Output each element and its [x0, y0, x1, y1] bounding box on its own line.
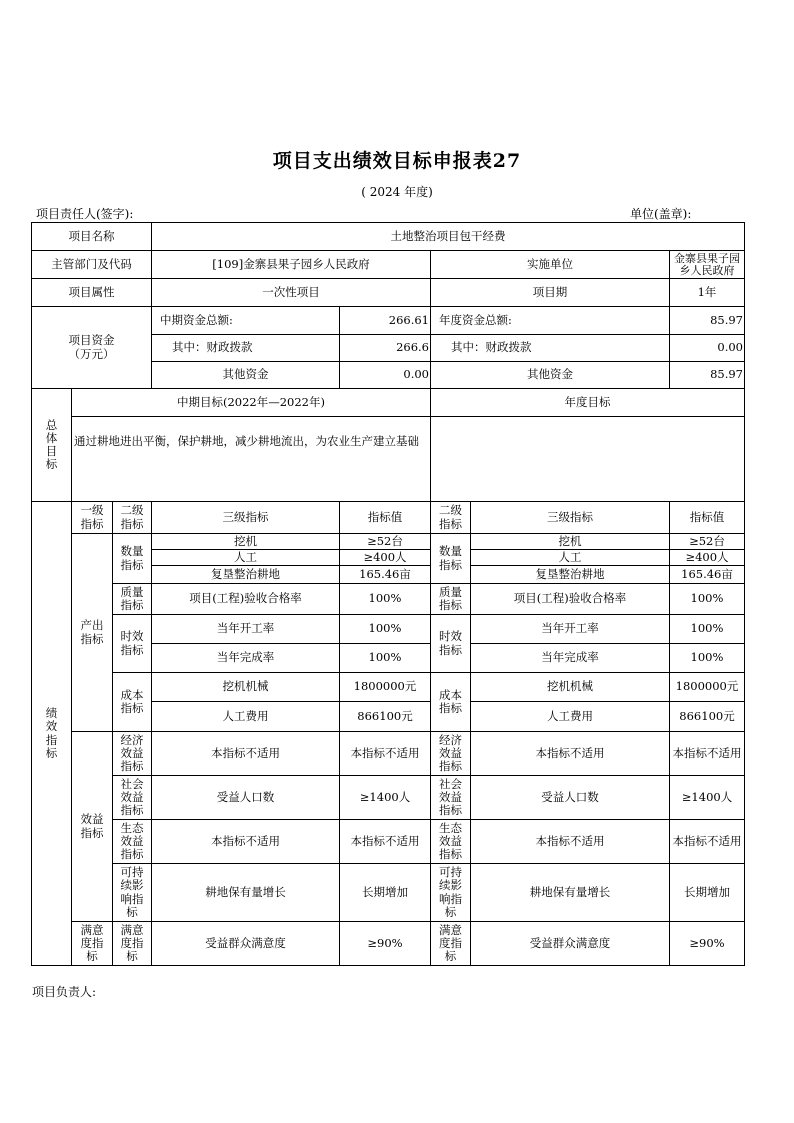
- finish-rate-value-annual: 100%: [670, 644, 745, 673]
- farmland-value: 165.46亩: [340, 566, 431, 584]
- performance-label: 绩 效 指 标: [32, 502, 72, 966]
- year-goal-text: [431, 417, 745, 502]
- beneficiaries-value-annual: ≥1400人: [670, 776, 745, 820]
- sustainable-indicator-label: 可持 续影 响指 标: [113, 864, 152, 922]
- economic-value: 本指标不适用: [340, 732, 431, 776]
- year-label: ( 2024 年度): [361, 185, 433, 199]
- level2-header-annual: 二级 指标: [431, 502, 471, 534]
- quality-indicator-label: 质量 指标: [113, 584, 152, 615]
- farmland-name: 复垦整治耕地: [152, 566, 340, 584]
- year-goal-header: 年度目标: [431, 389, 745, 417]
- page-title: 项目支出绩效目标申报表27: [272, 150, 522, 172]
- cost-indicator-label-annual: 成本 指标: [431, 673, 471, 732]
- farmland-growth-name-annual: 耕地保有量增长: [471, 864, 670, 922]
- excavator-name: 挖机: [152, 534, 340, 550]
- ecological-name-annual: 本指标不适用: [471, 820, 670, 864]
- value-header: 指标值: [340, 502, 431, 534]
- satisfaction-l1-label: 满意 度指 标: [72, 922, 113, 966]
- benefit-indicator-label: 效益 指标: [72, 732, 113, 922]
- acceptance-value: 100%: [340, 584, 431, 615]
- year-total-label: 年度资金总额:: [431, 307, 670, 335]
- ecological-name: 本指标不适用: [152, 820, 340, 864]
- mid-goal-header: 中期目标(2022年—2022年): [72, 389, 431, 417]
- finish-rate-name: 当年完成率: [152, 644, 340, 673]
- dept-value: [109]金寨县果子园乡人民政府: [152, 251, 431, 279]
- labor-cost-value-annual: 866100元: [670, 702, 745, 732]
- machinery-name: 挖机机械: [152, 673, 340, 702]
- acceptance-name: 项目(工程)验收合格率: [152, 584, 340, 615]
- performance-table: [31, 222, 745, 966]
- overall-goals-label: 总 体 目 标: [32, 389, 72, 502]
- unit-seal-label: 单位(盖章):: [630, 207, 692, 221]
- economic-indicator-label-annual: 经济 效益 指标: [431, 732, 471, 776]
- dept-label: 主管部门及代码: [32, 251, 152, 279]
- level2-header: 二级 指标: [113, 502, 152, 534]
- year-fiscal-label: 其中：财政拨款: [431, 335, 670, 362]
- economic-name: 本指标不适用: [152, 732, 340, 776]
- economic-indicator-label: 经济 效益 指标: [113, 732, 152, 776]
- year-other-label: 其他资金: [431, 362, 670, 389]
- labor-value: ≥400人: [340, 550, 431, 566]
- farmland-value-annual: 165.46亩: [670, 566, 745, 584]
- project-name-value: 土地整治项目包干经费: [152, 223, 745, 251]
- level3-header: 三级指标: [152, 502, 340, 534]
- year-fiscal-value: 0.00: [670, 335, 745, 362]
- output-indicator-label: 产出 指标: [72, 534, 113, 732]
- level1-header: 一级 指标: [72, 502, 113, 534]
- economic-name-annual: 本指标不适用: [471, 732, 670, 776]
- ecological-value-annual: 本指标不适用: [670, 820, 745, 864]
- social-indicator-label-annual: 社会 效益 指标: [431, 776, 471, 820]
- project-leader-label: 项目负责人:: [32, 985, 97, 999]
- value-header-annual: 指标值: [670, 502, 745, 534]
- ecological-indicator-label: 生态 效益 指标: [113, 820, 152, 864]
- acceptance-name-annual: 项目(工程)验收合格率: [471, 584, 670, 615]
- farmland-growth-value: 长期增加: [340, 864, 431, 922]
- sustainable-indicator-label-annual: 可持 续影 响指 标: [431, 864, 471, 922]
- excavator-value-annual: ≥52台: [670, 534, 745, 550]
- excavator-name-annual: 挖机: [471, 534, 670, 550]
- ecological-value: 本指标不适用: [340, 820, 431, 864]
- project-name-label: 项目名称: [32, 223, 152, 251]
- level3-header-annual: 三级指标: [471, 502, 670, 534]
- impl-unit-value: 金寨县果子园乡人民政府: [670, 251, 745, 279]
- labor-cost-value: 866100元: [340, 702, 431, 732]
- acceptance-value-annual: 100%: [670, 584, 745, 615]
- labor-name: 人工: [152, 550, 340, 566]
- farmland-growth-name: 耕地保有量增长: [152, 864, 340, 922]
- labor-name-annual: 人工: [471, 550, 670, 566]
- labor-value-annual: ≥400人: [670, 550, 745, 566]
- satisfaction-l2-label: 满意 度指 标: [113, 922, 152, 966]
- mid-goal-text: 通过耕地进出平衡，保护耕地，减少耕地流出，为农业生产建立基础: [72, 417, 431, 502]
- mid-fiscal-value: 266.6: [340, 335, 431, 362]
- mid-total-label: 中期资金总额:: [152, 307, 340, 335]
- satisfaction-value: ≥90%: [340, 922, 431, 966]
- attr-value: 一次性项目: [152, 279, 431, 307]
- satisfaction-value-annual: ≥90%: [670, 922, 745, 966]
- farmland-name-annual: 复垦整治耕地: [471, 566, 670, 584]
- beneficiaries-name-annual: 受益人口数: [471, 776, 670, 820]
- ecological-indicator-label-annual: 生态 效益 指标: [431, 820, 471, 864]
- timeliness-indicator-label: 时效 指标: [113, 615, 152, 673]
- quantity-indicator-label: 数量 指标: [113, 534, 152, 584]
- satisfaction-l2-label-annual: 满意 度指 标: [431, 922, 471, 966]
- start-rate-name: 当年开工率: [152, 615, 340, 644]
- beneficiaries-value: ≥1400人: [340, 776, 431, 820]
- year-other-value: 85.97: [670, 362, 745, 389]
- machinery-value: 1800000元: [340, 673, 431, 702]
- satisfaction-name-annual: 受益群众满意度: [471, 922, 670, 966]
- quality-indicator-label-annual: 质量 指标: [431, 584, 471, 615]
- timeliness-indicator-label-annual: 时效 指标: [431, 615, 471, 673]
- start-rate-value: 100%: [340, 615, 431, 644]
- mid-other-label: 其他资金: [152, 362, 340, 389]
- finish-rate-name-annual: 当年完成率: [471, 644, 670, 673]
- quantity-indicator-label-annual: 数量 指标: [431, 534, 471, 584]
- farmland-growth-value-annual: 长期增加: [670, 864, 745, 922]
- beneficiaries-name: 受益人口数: [152, 776, 340, 820]
- funds-label: 项目资金 （万元）: [32, 307, 152, 389]
- finish-rate-value: 100%: [340, 644, 431, 673]
- attr-label: 项目属性: [32, 279, 152, 307]
- period-value: 1年: [670, 279, 745, 307]
- mid-fiscal-label: 其中：财政拨款: [152, 335, 340, 362]
- labor-cost-name-annual: 人工费用: [471, 702, 670, 732]
- social-indicator-label: 社会 效益 指标: [113, 776, 152, 820]
- mid-total-value: 266.61: [340, 307, 431, 335]
- machinery-value-annual: 1800000元: [670, 673, 745, 702]
- excavator-value: ≥52台: [340, 534, 431, 550]
- impl-unit-label: 实施单位: [431, 251, 670, 279]
- start-rate-name-annual: 当年开工率: [471, 615, 670, 644]
- satisfaction-name: 受益群众满意度: [152, 922, 340, 966]
- cost-indicator-label: 成本 指标: [113, 673, 152, 732]
- start-rate-value-annual: 100%: [670, 615, 745, 644]
- year-total-value: 85.97: [670, 307, 745, 335]
- responsible-label: 项目责任人(签字):: [36, 207, 134, 221]
- mid-other-value: 0.00: [340, 362, 431, 389]
- labor-cost-name: 人工费用: [152, 702, 340, 732]
- period-label: 项目期: [431, 279, 670, 307]
- economic-value-annual: 本指标不适用: [670, 732, 745, 776]
- machinery-name-annual: 挖机机械: [471, 673, 670, 702]
